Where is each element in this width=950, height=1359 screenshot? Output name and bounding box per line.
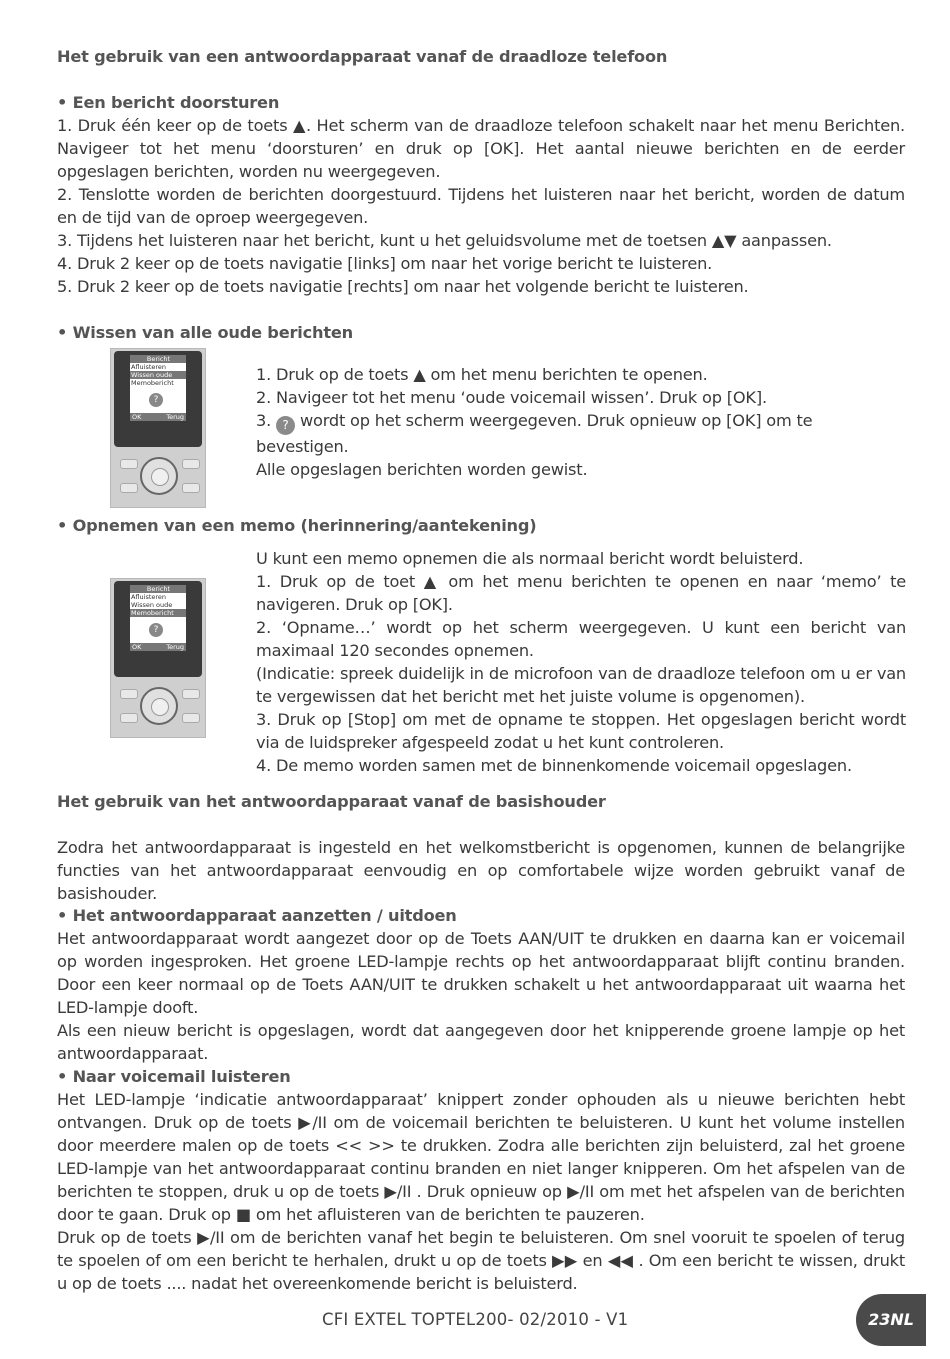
menu-item: Memobericht bbox=[131, 379, 174, 387]
call-key bbox=[120, 483, 138, 493]
keypad bbox=[114, 449, 202, 501]
call-key bbox=[120, 713, 138, 723]
step: U kunt een memo opnemen die als normaal bericht wordt beluisterd. bbox=[256, 549, 804, 568]
step: 1. Druk op de toets ▲ om het menu berichten te openen. bbox=[256, 365, 708, 384]
paragraph: 5. Druk 2 keer op de toets navigatie [rechts] om naar het volgende bericht te luisteren. bbox=[57, 277, 749, 296]
paragraph: 3. Tijdens het luisteren naar het bericht, kunt u het geluidsvolume met de toetsen ▲▼ aanpassen. bbox=[57, 231, 832, 250]
paragraph: Als een nieuw bericht is opgeslagen, wordt dat aangegeven door het knipperende groene lampje op het antwoordapparaat. bbox=[57, 1021, 905, 1063]
delete-old-steps bbox=[256, 363, 906, 481]
step: Alle opgeslagen berichten worden gewist. bbox=[256, 460, 588, 479]
step: 1. Druk op de toet ▲ om het menu berichten te openen en naar ‘memo’ te navigeren. Druk op [OK]. bbox=[256, 572, 906, 614]
nav-key bbox=[140, 457, 178, 495]
paragraph: 2. Tenslotte worden de berichten doorgestuurd. Tijdens het luisteren naar het bericht, worden de datum en de tijd van de oproep weergegeven. bbox=[57, 185, 905, 227]
menu-item: Afluisteren bbox=[131, 593, 167, 601]
section-on-off bbox=[57, 904, 905, 1065]
phone-illustration bbox=[110, 578, 206, 738]
subheading-forward: • Een bericht doorsturen bbox=[57, 93, 280, 112]
paragraph: 4. Druk 2 keer op de toets navigatie [links] om naar het vorige bericht te luisteren. bbox=[57, 254, 713, 273]
keypad bbox=[114, 679, 202, 731]
end-key bbox=[182, 713, 200, 723]
paragraph: Het antwoordapparaat wordt aangezet door op de Toets AAN/UIT te drukken en daarna kan er voicemail op worden ingesproken. Het groene LED-lampje rechts op het antwoordapparaat blijft continu branden. Door een keer normaal op de Toets AAN/UIT te drukken schakelt u het antwoordapparaat uit waarna het LED-lampje dooft. bbox=[57, 929, 905, 1017]
step: 2. ‘Opname…’ wordt op het scherm weergegeven. U kunt een bericht van maximaal 120 secondes opnemen. bbox=[256, 618, 906, 660]
paragraph: 1. Druk één keer op de toets ▲. Het scherm van de draadloze telefoon schakelt naar het menu Berichten. Navigeer tot het menu ‘doorsturen’ en druk op [OK]. Het aantal nieuwe berichten en de eerder opgeslagen berichten, worden nu weergegeven. bbox=[57, 116, 905, 181]
question-icon: ? bbox=[149, 623, 163, 637]
softkey-bar bbox=[130, 413, 186, 421]
step: 2. Navigeer tot het menu ‘oude voicemail wissen’. Druk op [OK]. bbox=[256, 388, 767, 407]
page-number-badge: 23NL bbox=[856, 1294, 926, 1346]
softkey-bar bbox=[130, 643, 186, 651]
screen-title: Bericht bbox=[130, 585, 186, 593]
left-softkey bbox=[120, 689, 138, 699]
section-forward-message bbox=[57, 91, 905, 298]
softkey-back: Terug bbox=[166, 643, 184, 651]
phone-illustration bbox=[110, 348, 206, 508]
menu-item: Wissen oude bbox=[131, 601, 173, 609]
menu-item-selected: Wissen oude bbox=[130, 371, 186, 379]
section-listen bbox=[57, 1065, 905, 1295]
section-heading-base: Het gebruik van het antwoordapparaat vanaf de basishouder bbox=[57, 792, 606, 811]
phone-body bbox=[114, 581, 202, 677]
softkey-ok: OK bbox=[132, 643, 142, 651]
right-softkey bbox=[182, 689, 200, 699]
paragraph: Druk op de toets ▶/II om de berichten vanaf het begin te beluisteren. Om snel vooruit te spoelen of terug te spoelen of om een bericht te herhalen, drukt u op de toets ▶▶ en ◀◀ . Om een bericht te wissen, drukt u op de toets .... nadat het overeenkomende bericht is beluisterd. bbox=[57, 1228, 905, 1293]
subheading-memo: • Opnemen van een memo (herinnering/aantekening) bbox=[57, 516, 537, 535]
menu-item-selected: Memobericht bbox=[130, 609, 186, 617]
end-key bbox=[182, 483, 200, 493]
step: 3. Druk op [Stop] om met de opname te stoppen. Het opgeslagen bericht wordt via de luidspreker afgespeeld zodat u het kunt controleren. bbox=[256, 710, 906, 752]
question-icon: ? bbox=[276, 416, 295, 435]
menu-item: Afluisteren bbox=[131, 363, 167, 371]
step: 3. ? wordt op het scherm weergegeven. Druk opnieuw op [OK] om te bevestigen. bbox=[256, 411, 813, 456]
intro-paragraph: Zodra het antwoordapparaat is ingesteld en het welkomstbericht is opgenomen, kunnen de belangrijke functies van het antwoordapparaat eenvoudig en op comfortabele wijze worden gebruikt vanaf de basishouder. bbox=[57, 838, 905, 903]
right-softkey bbox=[182, 459, 200, 469]
question-icon: ? bbox=[149, 393, 163, 407]
subheading-listen: • Naar voicemail luisteren bbox=[57, 1067, 291, 1086]
step: 4. De memo worden samen met de binnenkomende voicemail opgeslagen. bbox=[256, 756, 852, 775]
subheading-delete-old: • Wissen van alle oude berichten bbox=[57, 323, 353, 342]
phone-screen bbox=[130, 585, 186, 651]
softkey-ok: OK bbox=[132, 413, 142, 421]
left-softkey bbox=[120, 459, 138, 469]
section-heading-handset: Het gebruik van een antwoordapparaat vanaf de draadloze telefoon bbox=[57, 47, 668, 66]
nav-key bbox=[140, 687, 178, 725]
phone-body bbox=[114, 351, 202, 447]
memo-steps bbox=[256, 547, 906, 777]
subheading-on-off: • Het antwoordapparaat aanzetten / uitdoen bbox=[57, 906, 457, 925]
step: (Indicatie: spreek duidelijk in de microfoon van de draadloze telefoon om u er van te vergewissen dat het bericht met het juiste volume is opgenomen). bbox=[256, 664, 906, 706]
softkey-back: Terug bbox=[166, 413, 184, 421]
paragraph: Het LED-lampje ‘indicatie antwoordapparaat’ knippert zonder ophouden als u nieuwe berichten hebt ontvangen. Druk op de toets ▶/II om de voicemail berichten te beluisteren. U kunt het volume instellen door meerdere malen op de toets << >> te drukken. Zodra alle berichten zijn beluisterd, zal het groene LED-lampje van het antwoordapparaat continu branden en niet langer knipperen. Om het afspelen van de berichten te stoppen, druk u op de toets ▶/II . Druk opnieuw op ▶/II om met het afspelen van de berichten door te gaan. Druk op ■ om het afluisteren van de berichten te pauzeren. bbox=[57, 1090, 905, 1224]
screen-title: Bericht bbox=[130, 355, 186, 363]
phone-screen bbox=[130, 355, 186, 421]
footer-text: CFI EXTEL TOPTEL200- 02/2010 - V1 bbox=[322, 1310, 629, 1329]
